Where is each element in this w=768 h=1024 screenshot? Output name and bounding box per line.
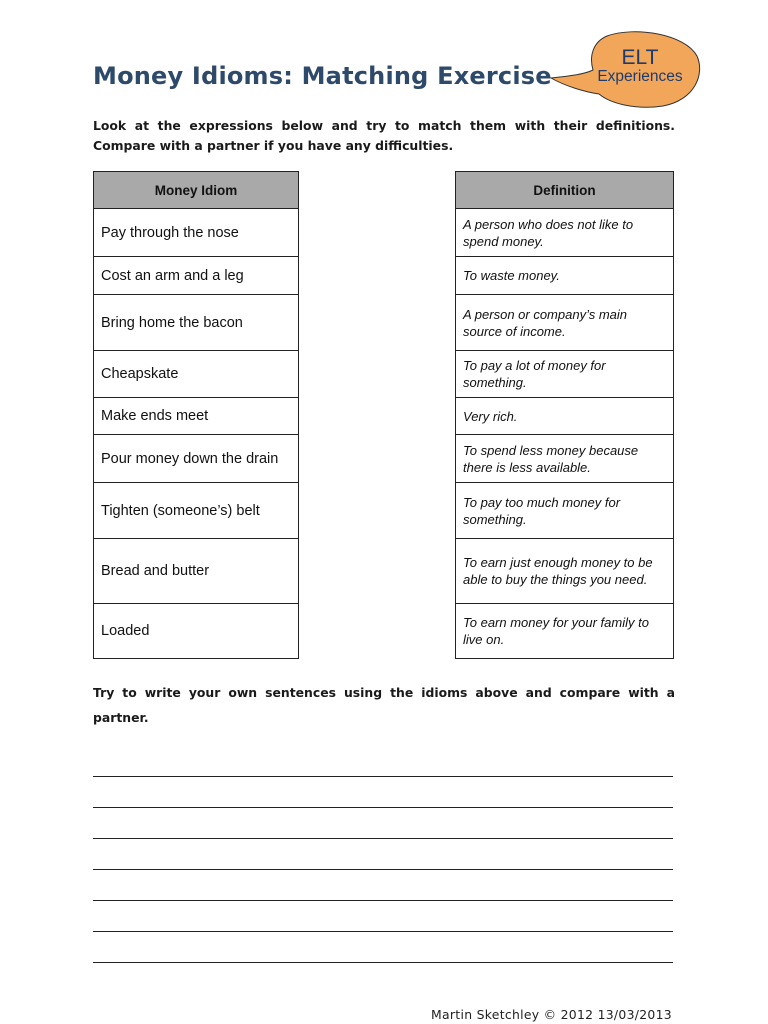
idiom-table: [93, 171, 299, 659]
definition-cell: A person who does not like to spend money.: [456, 209, 674, 257]
definition-cell: To spend less money because there is less available.: [456, 435, 674, 483]
idiom-table-header: Money Idiom: [94, 172, 299, 209]
idiom-cell: Tighten (someone’s) belt: [94, 483, 299, 539]
writing-line: [93, 776, 673, 777]
idiom-cell: Pour money down the drain: [94, 435, 299, 483]
definition-cell: A person or company’s main source of income.: [456, 295, 674, 351]
idiom-cell: Loaded: [94, 604, 299, 659]
footer-credit: Martin Sketchley © 2012 13/03/2013: [431, 1007, 672, 1022]
idiom-cell: Cost an arm and a leg: [94, 257, 299, 295]
idiom-cell: Bread and butter: [94, 539, 299, 604]
instructions: Look at the expressions below and try to match them with their definitions. Compare with a partner if you have any difficulties.: [93, 118, 675, 153]
writing-line: [93, 807, 673, 808]
definition-table-header: Definition: [456, 172, 674, 209]
idiom-cell: Bring home the bacon: [94, 295, 299, 351]
writing-line: [93, 931, 673, 932]
writing-prompt: Try to write your own sentences using the idioms above and compare with a partner.: [93, 685, 675, 725]
idiom-cell: Make ends meet: [94, 398, 299, 435]
page-title: Money Idioms: Matching Exercise: [93, 62, 552, 90]
writing-line: [93, 869, 673, 870]
writing-line: [93, 900, 673, 901]
elt-experiences-logo: [545, 30, 705, 110]
definition-cell: To earn just enough money to be able to buy the things you need.: [456, 539, 674, 604]
writing-line: [93, 962, 673, 963]
definition-cell: To pay too much money for something.: [456, 483, 674, 539]
writing-line: [93, 838, 673, 839]
definition-cell: To earn money for your family to live on.: [456, 604, 674, 659]
idiom-cell: Cheapskate: [94, 351, 299, 398]
logo-elt-text: ELT: [621, 46, 659, 69]
idiom-cell: Pay through the nose: [94, 209, 299, 257]
logo-experiences-text: Experiences: [597, 68, 683, 85]
definition-table: [455, 171, 674, 659]
definition-cell: To waste money.: [456, 257, 674, 295]
definition-cell: To pay a lot of money for something.: [456, 351, 674, 398]
definition-cell: Very rich.: [456, 398, 674, 435]
